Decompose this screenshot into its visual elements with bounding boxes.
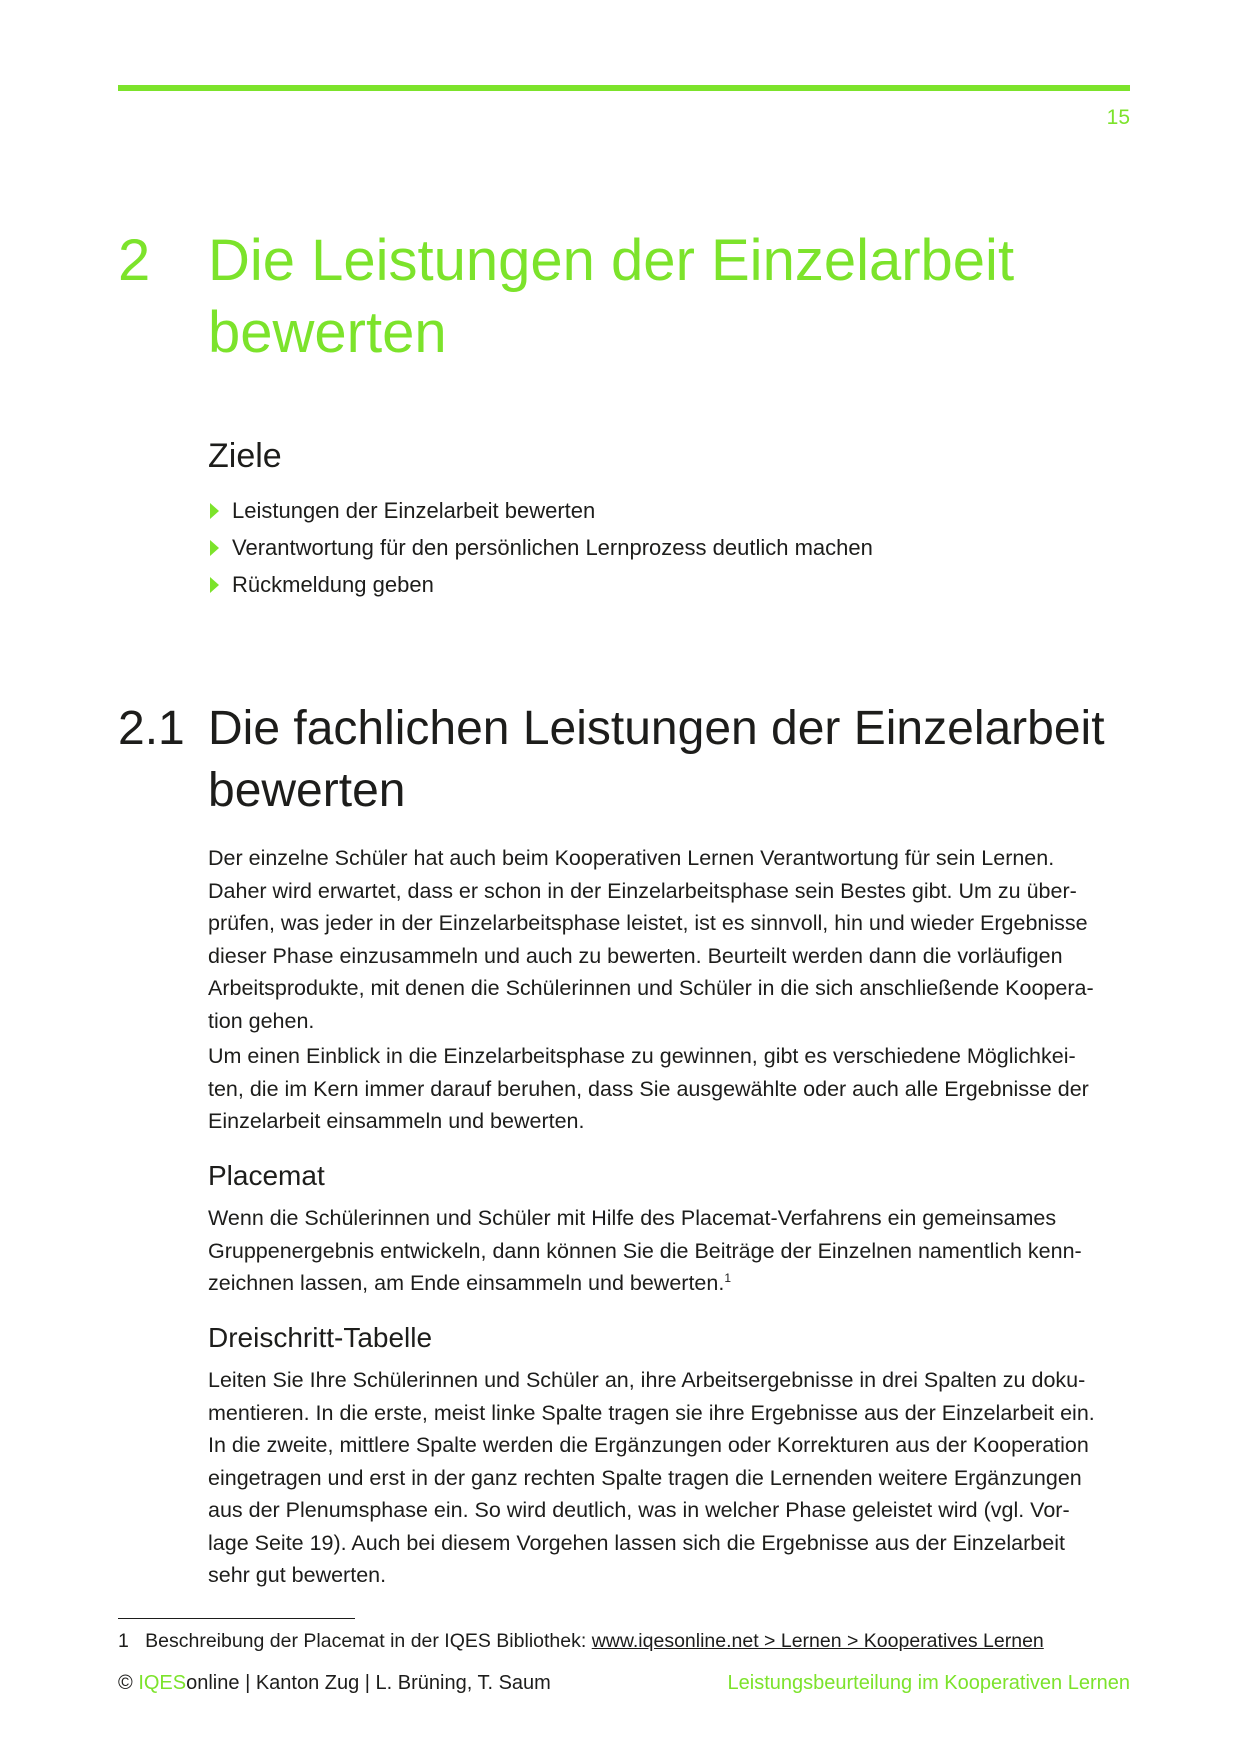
dreischritt-paragraph (208, 1364, 1128, 1592)
text-line: lage Seite 19). Auch bei diesem Vorgehen lassen sich die Ergebnisse aus der Einzelarbeit (208, 1530, 1065, 1555)
text-line (208, 1267, 1128, 1300)
text-line: Leiten Sie Ihre Schülerinnen und Schüler an, ihre Arbeitsergebnisse in drei Spalten zu doku- (208, 1368, 1086, 1392)
goals-list (208, 492, 873, 603)
text-line: Gruppenergebnis entwickeln, dann können Sie die Beiträge der Einzelnen namentlich kenn- (208, 1238, 1082, 1263)
text-line: Wenn die Schülerinnen und Schüler mit Hilfe des Placemat-Verfahrens ein gemeinsames (208, 1206, 1057, 1230)
footnote-link[interactable]: www.iqesonline.net > Lernen > Kooperatives Lernen (591, 1630, 1044, 1652)
footnote-text: Beschreibung der Placemat in der IQES Bibliothek: (145, 1630, 587, 1652)
footer-credits (118, 1670, 551, 1696)
text-line: prüfen, was jeder in der Einzelarbeitsphase leistet, ist es sinnvoll, hin und wieder Ergebnisse (208, 911, 1088, 935)
goal-item-text: Verantwortung für den persönlichen Lernprozess deutlich machen (232, 535, 873, 560)
chapter-title-line-2: bewerten (208, 300, 447, 365)
goals-heading: Ziele (208, 437, 282, 475)
placemat-heading: Placemat (208, 1160, 325, 1191)
text-line: Einzelarbeit einsammeln und bewerten. (208, 1109, 585, 1133)
brand-online: online (186, 1672, 240, 1694)
footer-authors: | Kanton Zug | L. Brüning, T. Saum (245, 1672, 551, 1694)
text-line: Arbeitsprodukte, mit denen die Schülerinnen und Schüler in die sich anschließende Koopera- (208, 976, 1094, 1000)
triangle-bullet-icon (210, 503, 219, 519)
footnote-reference[interactable]: 1 (724, 1270, 731, 1285)
placemat-paragraph (208, 1202, 1128, 1300)
section-title (208, 698, 1128, 822)
copyright-symbol: © (118, 1672, 133, 1694)
chapter-number: 2 (118, 228, 151, 293)
text-line: Der einzelne Schüler hat auch beim Kooperativen Lernen Verantwortung für sein Lernen. (208, 846, 1055, 870)
section-title-line-2: bewerten (208, 764, 406, 817)
section-title-line-1: Die fachlichen Leistungen der Einzelarbeit (208, 702, 1105, 755)
intro-paragraph (208, 842, 1128, 1037)
chapter-title (208, 225, 1108, 369)
text-line: In die zweite, mittlere Spalte werden die Ergänzungen oder Korrekturen aus der Kooperation (208, 1433, 1089, 1457)
text-line: mentieren. In die erste, meist linke Spalte tragen sie ihre Ergebnisse aus der Einzelarbeit ein. (208, 1400, 1095, 1425)
triangle-bullet-icon (210, 540, 219, 556)
brand-iqes: IQES (138, 1672, 187, 1694)
goal-item (208, 492, 873, 529)
chapter-title-line-1: Die Leistungen der Einzelarbeit (208, 228, 1015, 293)
goal-item (208, 566, 873, 603)
text-line: eingetragen und erst in der ganz rechten Spalte tragen die Lernenden weitere Ergänzungen (208, 1465, 1082, 1490)
footnote (118, 1628, 1044, 1654)
goal-item-text: Rückmeldung geben (232, 572, 434, 597)
page-number: 15 (1106, 106, 1130, 129)
goal-item-text: Leistungen der Einzelarbeit bewerten (232, 498, 596, 523)
text-line: dieser Phase einzusammeln und auch zu bewerten. Beurteilt werden dann die vorläufigen (208, 943, 1063, 968)
text-line: Um einen Einblick in die Einzelarbeitsphase zu gewinnen, gibt es verschiedene Möglichkei- (208, 1044, 1076, 1068)
section-number: 2.1 (118, 702, 185, 755)
text-line: tion gehen. (208, 1008, 315, 1033)
goal-item (208, 529, 873, 566)
footer-publication-title: Leistungsbeurteilung im Kooperativen Lernen (727, 1672, 1130, 1694)
header-rule (118, 85, 1130, 91)
footnote-divider (118, 1618, 355, 1619)
text-line-content: zeichnen lassen, am Ende einsammeln und bewerten. (208, 1271, 725, 1295)
second-paragraph (208, 1040, 1128, 1138)
footnote-number: 1 (118, 1630, 129, 1652)
dreischritt-heading: Dreischritt-Tabelle (208, 1322, 433, 1353)
text-line: ten, die im Kern immer darauf beruhen, dass Sie ausgewählte oder auch alle Ergebnisse der (208, 1076, 1089, 1101)
text-line: Daher wird erwartet, dass er schon in der Einzelarbeitsphase sein Bestes gibt. Um zu über- (208, 878, 1077, 903)
triangle-bullet-icon (210, 577, 219, 593)
text-line: aus der Plenumsphase ein. So wird deutlich, was in welcher Phase geleistet wird (vgl. Vor- (208, 1498, 1070, 1522)
text-line: sehr gut bewerten. (208, 1563, 387, 1587)
